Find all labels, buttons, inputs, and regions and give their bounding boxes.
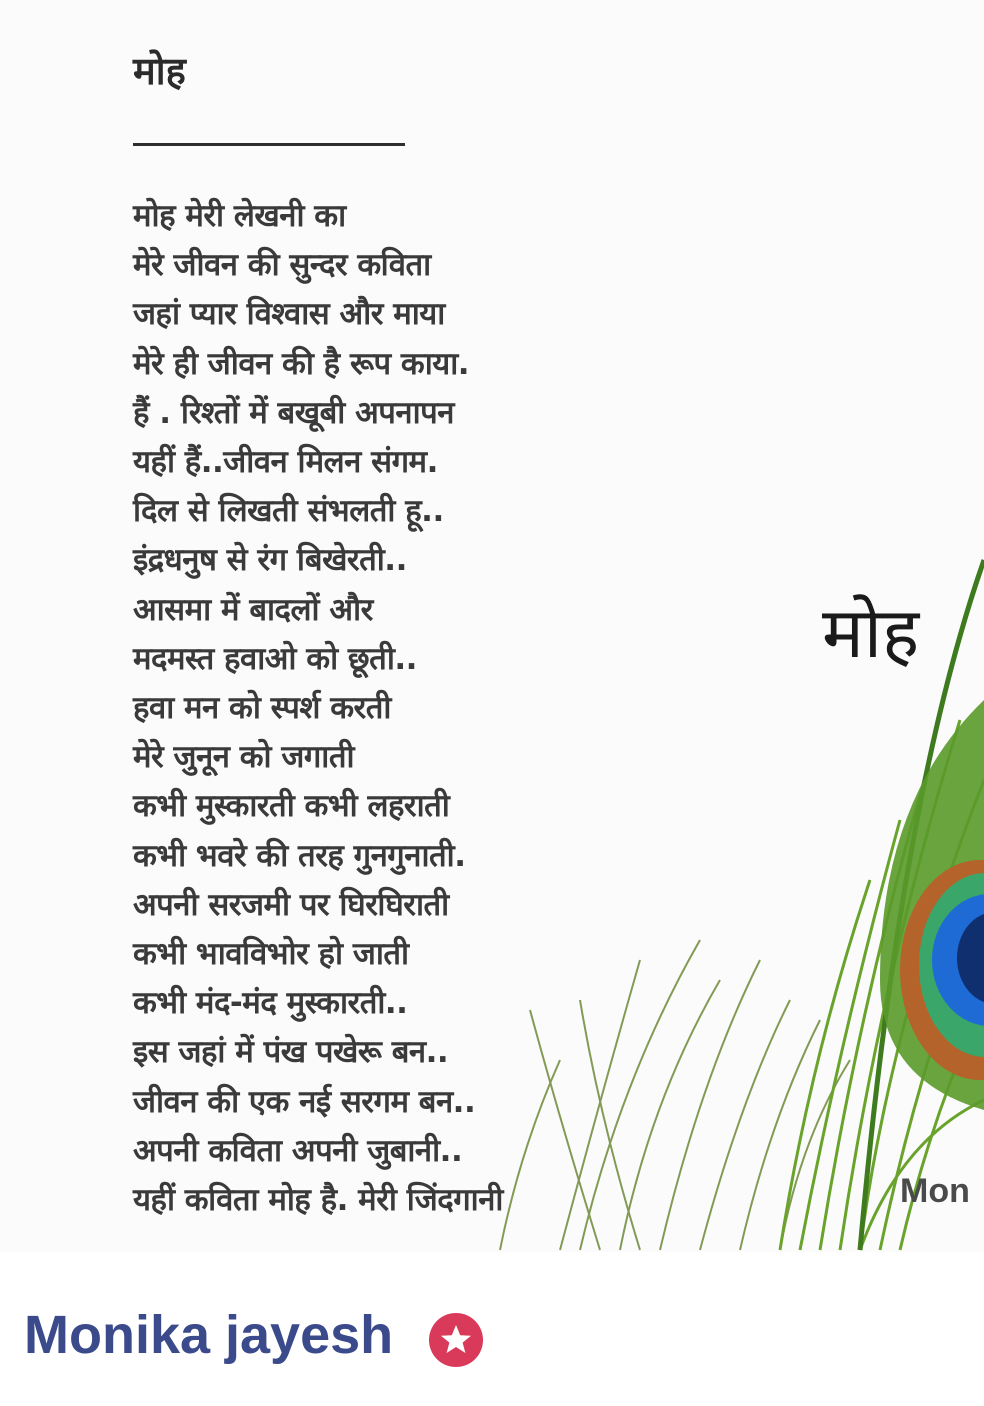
poem-line: जहां प्यार विश्वास और माया [133,296,445,333]
poem-title: मोह [133,49,186,93]
poem-line: जीवन की एक नई सरगम बन.. [133,1083,476,1120]
poem-line: हैं . रिश्तों में बखूबी अपनापन [133,394,454,431]
poem-line: इस जहां में पंख पखेरू बन.. [133,1034,449,1071]
poem-line: इंद्रधनुष से रंग बिखेरती.. [133,542,407,579]
poem-line: यहीं हैं..जीवन मिलन संगम. [133,444,438,481]
artwork-title: मोह [822,592,920,674]
poem-line: मेरे जीवन की सुन्दर कविता [133,247,431,284]
author-name-link[interactable]: Monika jayesh [24,1305,394,1365]
poem-line: कभी भवरे की तरह गुनगुनाती. [133,837,466,874]
poem-line: हवा मन को स्पर्श करती [133,690,391,727]
title-divider [133,143,405,146]
poem-line: आसमा में बादलों और [133,591,373,628]
poem-line: मोह मेरी लेखनी का [133,198,346,234]
poem-line: मेरे ही जीवन की है रूप काया. [133,345,470,382]
poem-line: अपनी कविता अपनी जुबानी.. [133,1132,463,1169]
poem-line: दिल से लिखती संभलती हू.. [133,493,444,530]
poem-line: अपनी सरजमी पर घिरघिराती [133,886,449,923]
poem-line: यहीं कविता मोह है. मेरी जिंदगानी [133,1182,503,1219]
poem-line: कभी मंद-मंद मुस्कारती.. [133,985,408,1022]
artwork-credit: Mon [900,1172,970,1210]
poem-line: कभी मुस्कारती कभी लहराती [133,788,450,825]
poem-line: कभी भावविभोर हो जाती [133,936,409,973]
poem-line: मेरे जुनून को जगाती [133,739,355,776]
poem-line: मदमस्त हवाओ को छूती.. [133,640,417,677]
star-icon[interactable] [428,1312,484,1368]
poem-body [133,192,503,1225]
